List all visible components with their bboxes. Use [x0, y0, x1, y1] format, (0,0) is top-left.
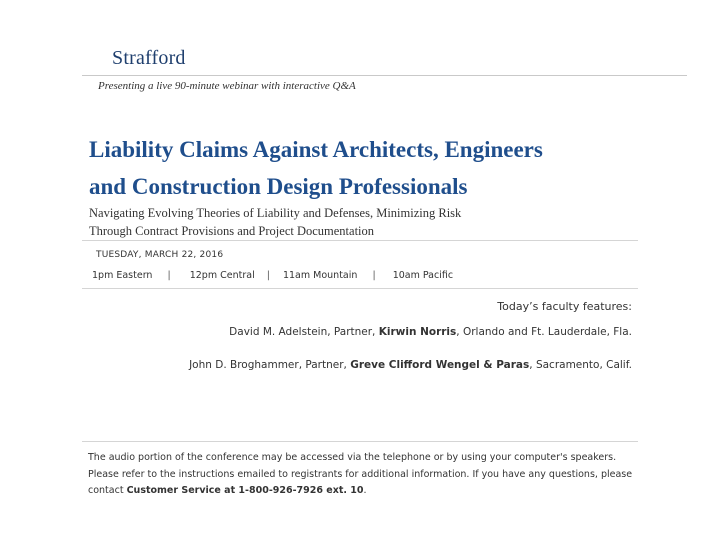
- title-line-1: Liability Claims Against Architects, Engineers: [89, 137, 543, 162]
- faculty-firm: Kirwin Norris: [378, 326, 457, 338]
- time-pacific: 10am Pacific: [392, 270, 454, 281]
- notice-text: The audio portion of the conference may be accessed via the telephone or by using your computer's speakers. Please refer to the instructions emailed to registrants for additional information. If you have any questions, please contact: [88, 452, 633, 496]
- faculty-member: [189, 359, 632, 371]
- time-separator: |: [167, 270, 171, 281]
- time-separator: |: [372, 270, 376, 281]
- notice-end: .: [363, 485, 367, 496]
- audio-notice: [88, 450, 648, 500]
- faculty-firm: Greve Clifford Wengel & Paras: [350, 359, 530, 371]
- subtitle-line-1: Navigating Evolving Theories of Liability and Defenses, Minimizing Risk: [89, 206, 462, 220]
- faculty-heading: Today’s faculty features:: [497, 300, 632, 313]
- page-subtitle: [89, 204, 649, 240]
- divider-2: [82, 288, 638, 289]
- faculty-name-title: David M. Adelstein, Partner,: [229, 326, 379, 338]
- customer-service-contact: Customer Service at 1-800-926-7926 ext. 10: [126, 485, 364, 496]
- page-title: [89, 131, 689, 205]
- subtitle-line-2: Through Contract Provisions and Project Documentation: [89, 224, 375, 238]
- faculty-location: , Sacramento, Calif.: [529, 359, 632, 371]
- title-line-2: and Construction Design Professionals: [89, 174, 468, 199]
- header-divider: [82, 75, 687, 76]
- faculty-member: [229, 326, 632, 338]
- faculty-name-title: John D. Broghammer, Partner,: [189, 359, 351, 371]
- time-central: 12pm Central: [189, 270, 255, 281]
- divider-1: [82, 240, 638, 241]
- webinar-times: [92, 270, 453, 281]
- faculty-location: , Orlando and Ft. Lauderdale, Fla.: [456, 326, 632, 338]
- webinar-tagline: Presenting a live 90-minute webinar with interactive Q&A: [98, 80, 356, 92]
- time-separator: |: [266, 270, 270, 281]
- strafford-logo: Strafford: [112, 47, 186, 69]
- time-eastern: 1pm Eastern: [92, 270, 153, 281]
- time-mountain: 11am Mountain: [282, 270, 358, 281]
- divider-3: [82, 441, 638, 442]
- webinar-date: TUESDAY, MARCH 22, 2016: [96, 250, 224, 260]
